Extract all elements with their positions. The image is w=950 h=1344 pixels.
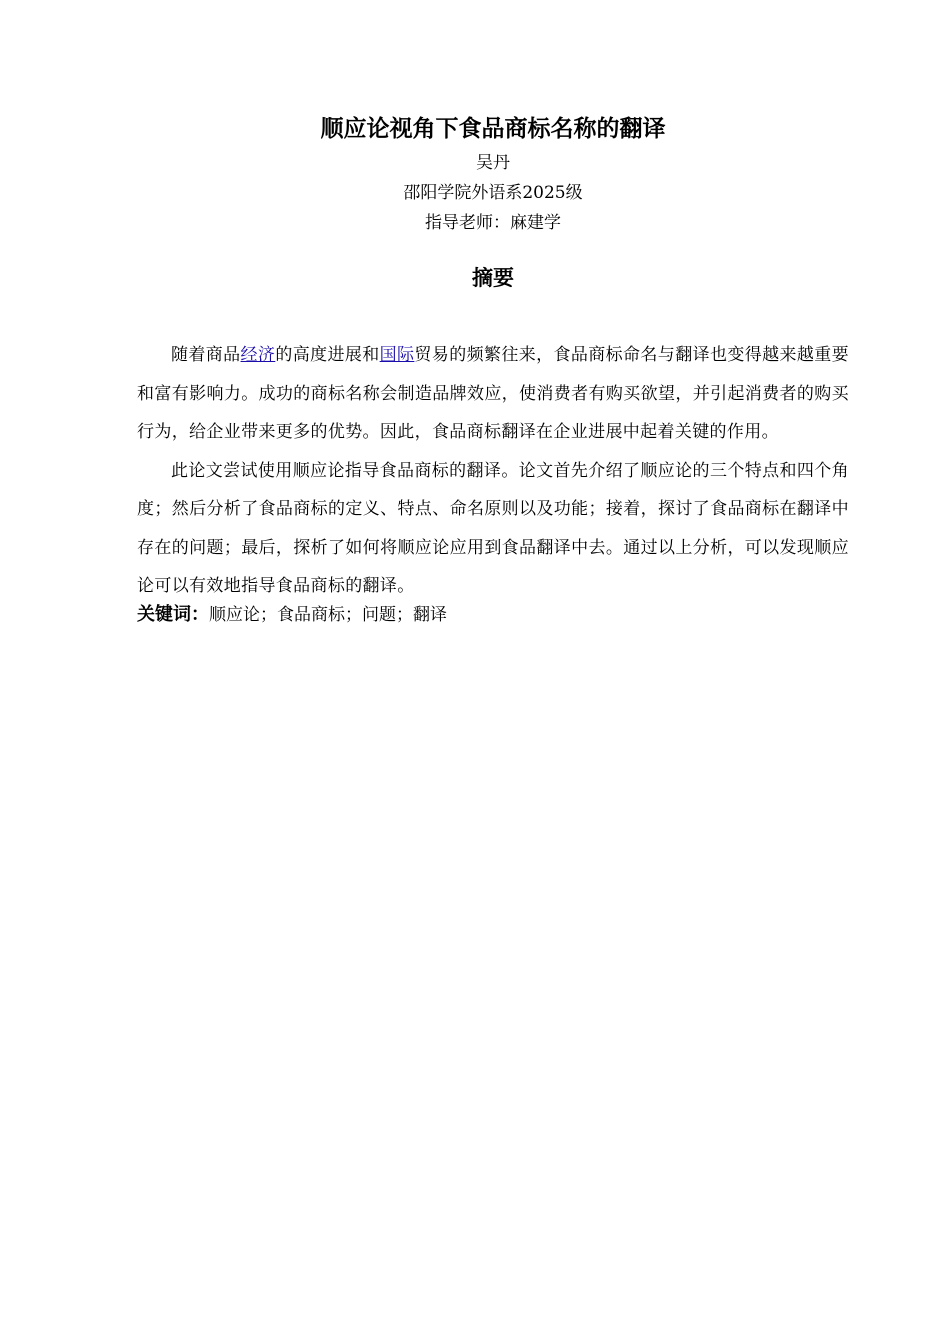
abstract-heading: 摘要: [472, 266, 514, 290]
link-economy[interactable]: 经济: [240, 345, 276, 365]
affiliation: 邵阳学院外语系2025级: [403, 183, 583, 203]
document-page: [137, 112, 849, 628]
abstract-paragraph-2: 此论文尝试使用顺应论指导食品商标的翻译。论文首先介绍了顺应论的三个特点和四个角度；然后分析了食品商标的定义、特点、命名原则以及功能；接着，探讨了食品商标在翻译中存在的问题；最后，探析了如何将顺应论应用到食品翻译中去。通过以上分析，可以发现顺应论可以有效地指导食品商标的翻译。: [137, 460, 849, 596]
link-international[interactable]: 国际: [379, 345, 415, 365]
abstract-text: 贸易的频繁往来，食品商标命名与翻译也变得越来越重要和富有影响力。成功的商标名称会制造品牌效应，使消费者有购买欲望，并引起消费者的购买行为，给企业带来更多的优势。因此，食品商标翻译在企业进展中起着关键的作用。: [137, 345, 850, 442]
keywords-label: 关键词：: [137, 603, 209, 625]
advisor: 指导老师：麻建学: [425, 213, 561, 233]
abstract-paragraph-1: [137, 336, 849, 452]
paper-title: 顺应论视角下食品商标名称的翻译: [320, 116, 666, 142]
abstract-text: 的高度进展和: [275, 345, 380, 365]
keywords-list: 顺应论；食品商标；问题；翻译: [209, 604, 447, 625]
author-name: 吴丹: [476, 153, 510, 173]
keywords-line: [137, 602, 849, 628]
abstract-text: 随着商品: [171, 345, 241, 365]
